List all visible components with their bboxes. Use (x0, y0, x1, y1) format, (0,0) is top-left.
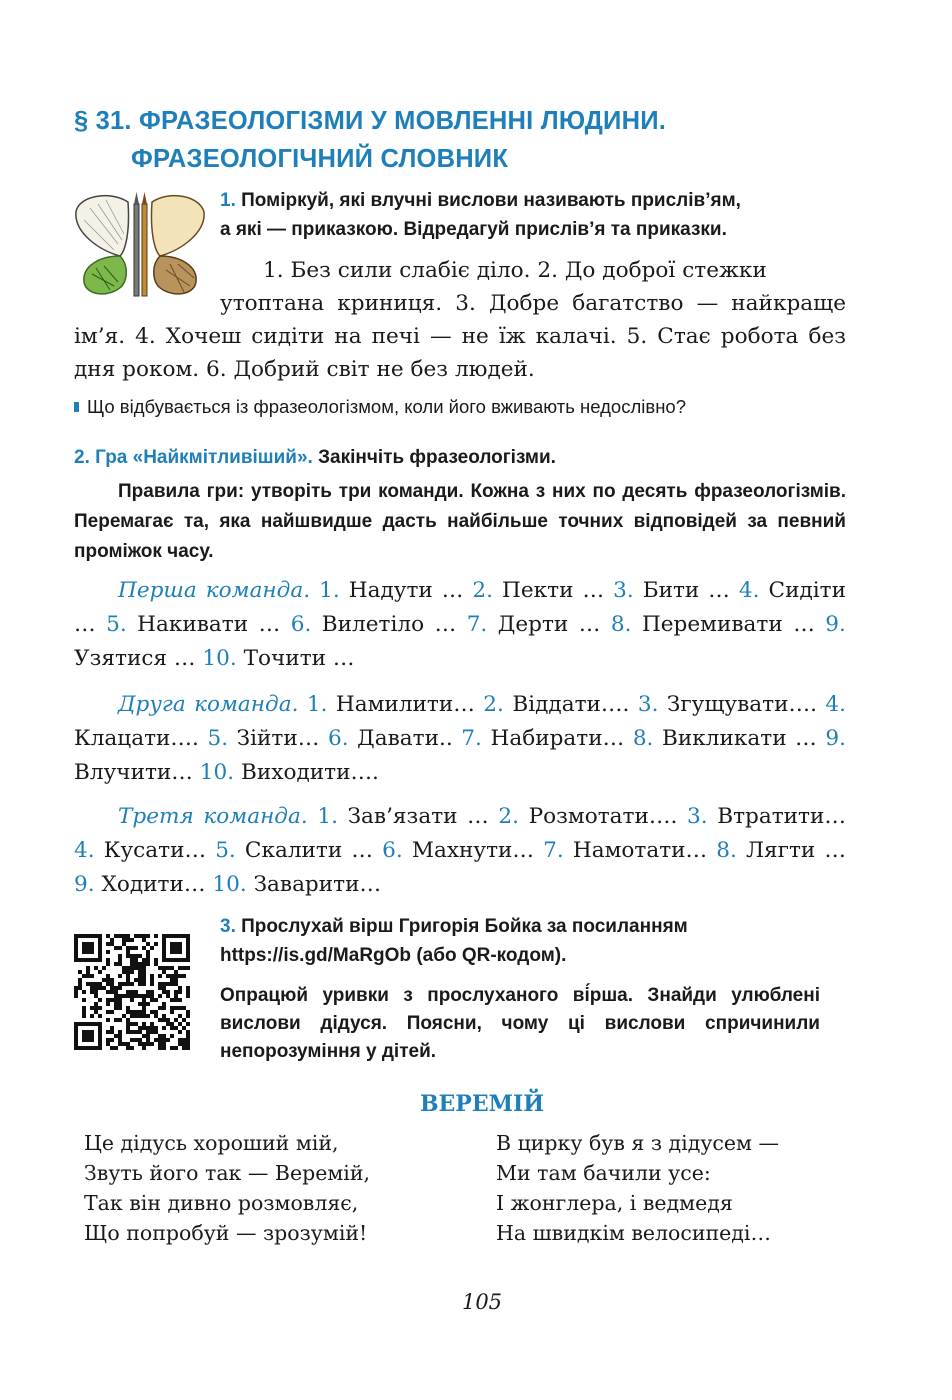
team-label: Друга команда. (118, 692, 299, 717)
title-line-2: ФРАЗЕОЛОГІЧНИЙ СЛОВНИК (131, 145, 509, 173)
idiom-start: Перемивати … (641, 612, 815, 637)
item-number: 6. (382, 838, 403, 863)
idiom-start: Точити … (243, 646, 355, 671)
poem-stanza-left (84, 1128, 370, 1248)
item-number: 6. (327, 726, 349, 751)
idiom-start: Пекти … (502, 578, 605, 603)
item-number: 3. (613, 578, 634, 603)
item-number: 3. (637, 692, 659, 717)
idiom-start: Лягти … (746, 838, 847, 863)
idiom-start: Влучити… (74, 760, 193, 785)
idiom-start: Зійти… (236, 726, 320, 751)
bullet-marker (74, 402, 79, 412)
idiom-start: Заварити… (253, 872, 382, 897)
item-number: 5. (215, 838, 236, 863)
task-1-instruction-line-2: а які — приказкою. Відредагуй прислів’я та приказки. (220, 219, 727, 240)
team-label: Третя команда. (118, 804, 308, 829)
team-1-paragraph (74, 574, 846, 676)
poem-line: Це дідусь хороший мій, (84, 1131, 339, 1155)
task-1-instruction-line-1: Поміркуй, які влучні вислови називають прислів’ям, (241, 190, 741, 211)
item-number: 7. (466, 612, 488, 637)
idiom-start: Розмотати…. (528, 804, 678, 829)
item-number: 5. (207, 726, 229, 751)
butterfly-illustration (70, 190, 210, 302)
poem-line: На швидкім велосипеді… (496, 1221, 771, 1245)
item-number: 3. (686, 804, 708, 829)
task-3-instruction (220, 912, 860, 970)
item-number: 4. (738, 578, 760, 603)
item-number: 7. (543, 838, 564, 863)
idiom-start: Вилетіло … (321, 612, 457, 637)
idiom-start: Узятися … (74, 646, 196, 671)
item-number: 9. (825, 726, 846, 751)
item-number: 1. (319, 578, 340, 603)
idiom-start: Втратити… (717, 804, 846, 829)
task-2-instruction: Закінчіть фразеологізми. (318, 447, 556, 468)
task-3-link: https://is.gd/MaRgOb (або QR-кодом). (220, 945, 567, 966)
item-number: 2. (472, 578, 493, 603)
idiom-start: Клацати…. (74, 726, 199, 751)
poem-stanza-right (496, 1128, 779, 1248)
poem-line: В цирку був я з дідусем — (496, 1131, 779, 1155)
item-number: 9. (825, 612, 846, 637)
idiom-start: Надути … (348, 578, 464, 603)
poem-line: І жонглера, і ведмедя (496, 1191, 733, 1215)
item-number: 6. (290, 612, 312, 637)
item-number: 4. (825, 692, 847, 717)
task-1-text-first-line: 1. Без сили слабіє діло. 2. До доброї стежки (263, 258, 767, 283)
item-number: 2. (483, 692, 504, 717)
item-number: 10. (202, 646, 237, 671)
item-number: 1. (317, 804, 338, 829)
item-number: 7. (461, 726, 482, 751)
task-1-text: утоптана криниця. 3. Добре багатство — найкраще ім’я. 4. Хочеш сидіти на печі — не їж калачі. 5. Стає робота без дня роком. 6. Добрий світ не без людей. (74, 291, 846, 382)
poem-title: ВЕРЕМІЙ (419, 1091, 545, 1117)
task-1-instruction (220, 186, 860, 244)
idiom-start: Махнути… (411, 838, 535, 863)
idiom-start: Накивати … (137, 612, 281, 637)
idiom-start: Кусати… (103, 838, 207, 863)
idiom-start: Намотати… (572, 838, 708, 863)
item-number: 8. (632, 726, 654, 751)
item-number: 8. (610, 612, 632, 637)
poem-line: Що попробуй — зрозумій! (84, 1221, 368, 1245)
task-3-assignment: Опрацюй уривки з прослуханого ві́рша. Знайди улюблені вислови дідуся. Поясни, чому ці вислови спричинили непорозуміння у дітей. (220, 985, 820, 1062)
item-number: 10. (199, 760, 235, 785)
idiom-start: Викликати … (662, 726, 817, 751)
idiom-start: Віддати…. (512, 692, 630, 717)
game-rules: Правила гри: утворіть три команди. Кожна з них по десять фразеологізмів. Перемагає та, яка найшвидше дасть найбільше точних відповідей за певний проміжок часу. (74, 481, 846, 562)
item-number: 1. (306, 692, 328, 717)
item-number: 9. (74, 872, 95, 897)
idiom-start: Виходити…. (241, 760, 379, 785)
idiom-start: Зав’язати … (347, 804, 489, 829)
team-2-paragraph (74, 688, 846, 790)
task-2-heading (74, 443, 854, 472)
idiom-start: Дерти … (497, 612, 601, 637)
idiom-start: Набирати… (490, 726, 625, 751)
poem-line: Звуть його так — Веремій, (84, 1161, 371, 1185)
idiom-start: Скалити … (244, 838, 373, 863)
item-number: 8. (716, 838, 737, 863)
task-1-question-text: Що відбувається із фразеологізмом, коли його вживають недослівно? (87, 396, 686, 417)
item-number: 4. (74, 838, 95, 863)
idiom-start: Сидіти … (74, 578, 847, 637)
qr-code[interactable] (74, 934, 190, 1050)
idiom-start: Намилити… (335, 692, 475, 717)
poem-line: Так він дивно розмовляє, (84, 1191, 359, 1215)
page-number: 105 (461, 1290, 503, 1314)
idiom-start: Ходити… (101, 872, 206, 897)
item-number: 10. (212, 872, 247, 897)
task-1-question (74, 393, 864, 421)
task-2-number: 2. (74, 447, 90, 468)
team-label: Перша команда. (118, 578, 311, 603)
item-number: 2. (498, 804, 519, 829)
item-number: 5. (106, 612, 127, 637)
team-3-paragraph (74, 800, 846, 902)
poem-line: Ми там бачили усе: (496, 1161, 711, 1185)
task-1-number: 1. (220, 190, 236, 211)
task-3-line-1: Прослухай вірш Григорія Бойка за посиланням (241, 916, 688, 937)
title-line-1: § 31. ФРАЗЕОЛОГІЗМИ У МОВЛЕННІ ЛЮДИНИ. (74, 107, 667, 135)
idiom-start: Бити … (642, 578, 730, 603)
idiom-start: Давати.. (357, 726, 453, 751)
task-2-game-name: Гра «Найкмітливіший». (95, 447, 313, 468)
idiom-start: Згущувати…. (666, 692, 817, 717)
task-3-number: 3. (220, 916, 236, 937)
page-title (74, 102, 666, 178)
